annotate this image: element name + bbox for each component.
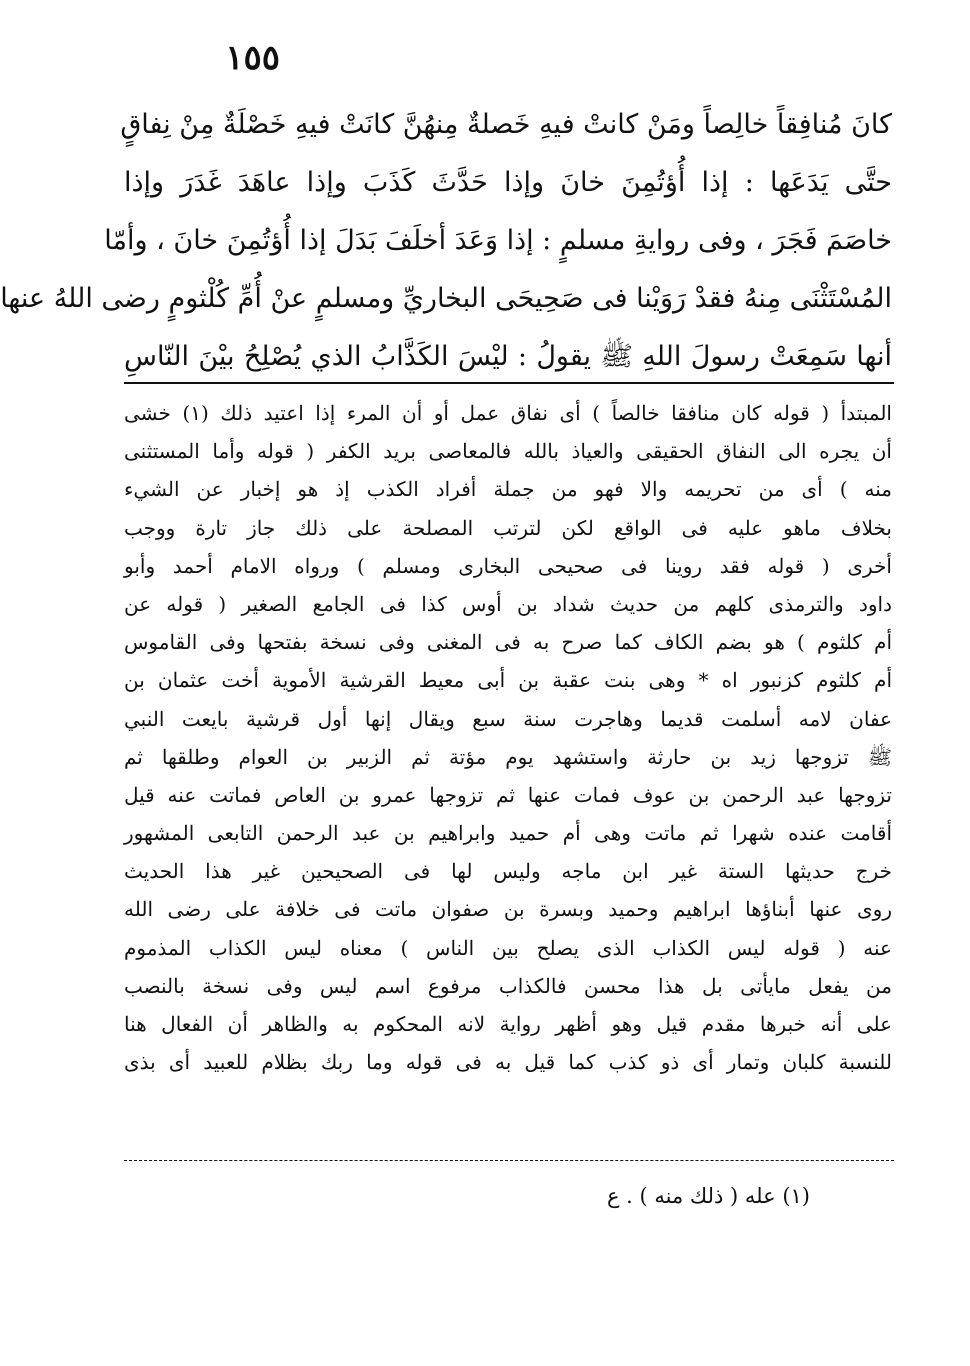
commentary-text bbox=[124, 394, 892, 1081]
hadith-line: أنها سَمِعَتْ رسولَ اللهِ ﷺ يقولُ : ليْسَ الكَذَّابُ الذي يُصْلِحُ بيْنَ النّاسِ bbox=[124, 341, 892, 372]
page-number: ١٥٥ bbox=[225, 38, 280, 78]
commentary-line: ﷺ تزوجها زيد بن حارثة واستشهد يوم مؤتة ثم الزبير بن العوام وطلقها ثم bbox=[124, 744, 892, 769]
footnote: (١) عله ( ذلك منه ) . ع bbox=[606, 1184, 810, 1208]
hadith-text bbox=[0, 96, 892, 386]
hadith-line: حتَّى يَدَعَها : إذا أُؤتُمِنَ خانَ وإذا حَدَّثَ كَذَبَ وإذا عاهَدَ غَدَرَ وإذا bbox=[124, 167, 892, 198]
text-divider bbox=[124, 382, 894, 384]
commentary-line: من يفعل مايأتى بل هذا محسن فالكذاب مرفوع اسم ليس وفى نسخة بالنصب bbox=[124, 973, 892, 998]
commentary-line: أقامت عنده شهرا ثم ماتت وهى أم حميد وابراهيم بن عبد الرحمن التابعى المشهور bbox=[124, 821, 893, 846]
commentary-line: تزوجها عبد الرحمن بن عوف فمات عنها ثم تزوجها عمرو بن العاص فماتت عنه قيل bbox=[124, 782, 892, 807]
commentary-line: خرج حديثها الستة غير ابن ماجه وليس لها فى الصحيحين غير هذا الحديث bbox=[124, 859, 892, 884]
commentary-line: منه ) أى من تحريمه والا فهو من جملة أفراد الكذب إذ هو إخبار عن الشيء bbox=[124, 477, 892, 502]
commentary-line: روى عنها أبناؤها ابراهيم وحميد وبسرة بن صفوان ماتت فى خلافة على رضى الله bbox=[124, 897, 892, 922]
footnote-divider bbox=[124, 1160, 894, 1161]
commentary-line: داود والترمذى كلهم من حديث شداد بن أوس كذا فى الجامع الصغير ( قوله عن bbox=[124, 591, 892, 616]
commentary-line: للنسبة كلبان وتمار أى ذو كذب كما قيل به فى قوله وما ربك بظلام للعبيد أى بذى bbox=[124, 1050, 892, 1075]
commentary-line: أم كلثوم ) هو بضم الكاف كما صرح به فى المغنى وفى نسخة بفتحها وفى القاموس bbox=[124, 630, 892, 655]
commentary-line: أخرى ( قوله فقد روينا فى صحيحى البخارى ومسلم ) ورواه الامام أحمد وأبو bbox=[124, 553, 892, 578]
hadith-line: كانَ مُنافِقاً خالِصاً ومَنْ كانتْ فيهِ خَصلةٌ مِنهُنَّ كانَتْ فيهِ خَصْلَةٌ مِنْ نِفاقٍ bbox=[120, 109, 892, 140]
commentary-line: بخلاف ماهو عليه فى الواقع لكن لترتب المصلحة على ذلك جاز تارة ووجب bbox=[124, 515, 892, 540]
hadith-line: خاصَمَ فَجَرَ ، وفى روايةِ مسلمٍ : إذا وَعَدَ أخلَفَ بَدَلَ إذا أُؤتُمِنَ خانَ ، وأمّا bbox=[104, 225, 892, 256]
commentary-line: المبتدأ ( قوله كان منافقا خالصاً ) أى نفاق عمل أو أن المرء إذا اعتيد ذلك (١) خشى bbox=[124, 401, 892, 425]
commentary-line: عفان لامه أسلمت قديما وهاجرت سنة سبع ويقال إنها أول قرشية بايعت النبي bbox=[124, 706, 892, 731]
commentary-line: عنه ( قوله ليس الكذاب الذى يصلح بين الناس ) معناه ليس الكذاب المذموم bbox=[124, 935, 892, 960]
commentary-line: على أنه خبرها مقدم قيل وهو أظهر رواية لانه المحكوم به والظاهر أن الفعال هنا bbox=[124, 1012, 892, 1036]
commentary-line: أن يجره الى النفاق الحقيقى والعياذ بالله فالمعاصى بريد الكفر ( قوله وأما المستثنى bbox=[124, 439, 892, 464]
hadith-line: المُسْتَثْنَى مِنهُ فقدْ رَوَيْنا فى صَحِيحَى البخاريِّ ومسلمٍ عنْ أُمِّ كُلْثومٍ رضى اللهُ عنها bbox=[0, 283, 892, 314]
commentary-line: أم كلثوم كزنبور اه * وهى بنت عقبة بن أبى معيط القرشية الأموية أخت عثمان بن bbox=[124, 668, 892, 693]
